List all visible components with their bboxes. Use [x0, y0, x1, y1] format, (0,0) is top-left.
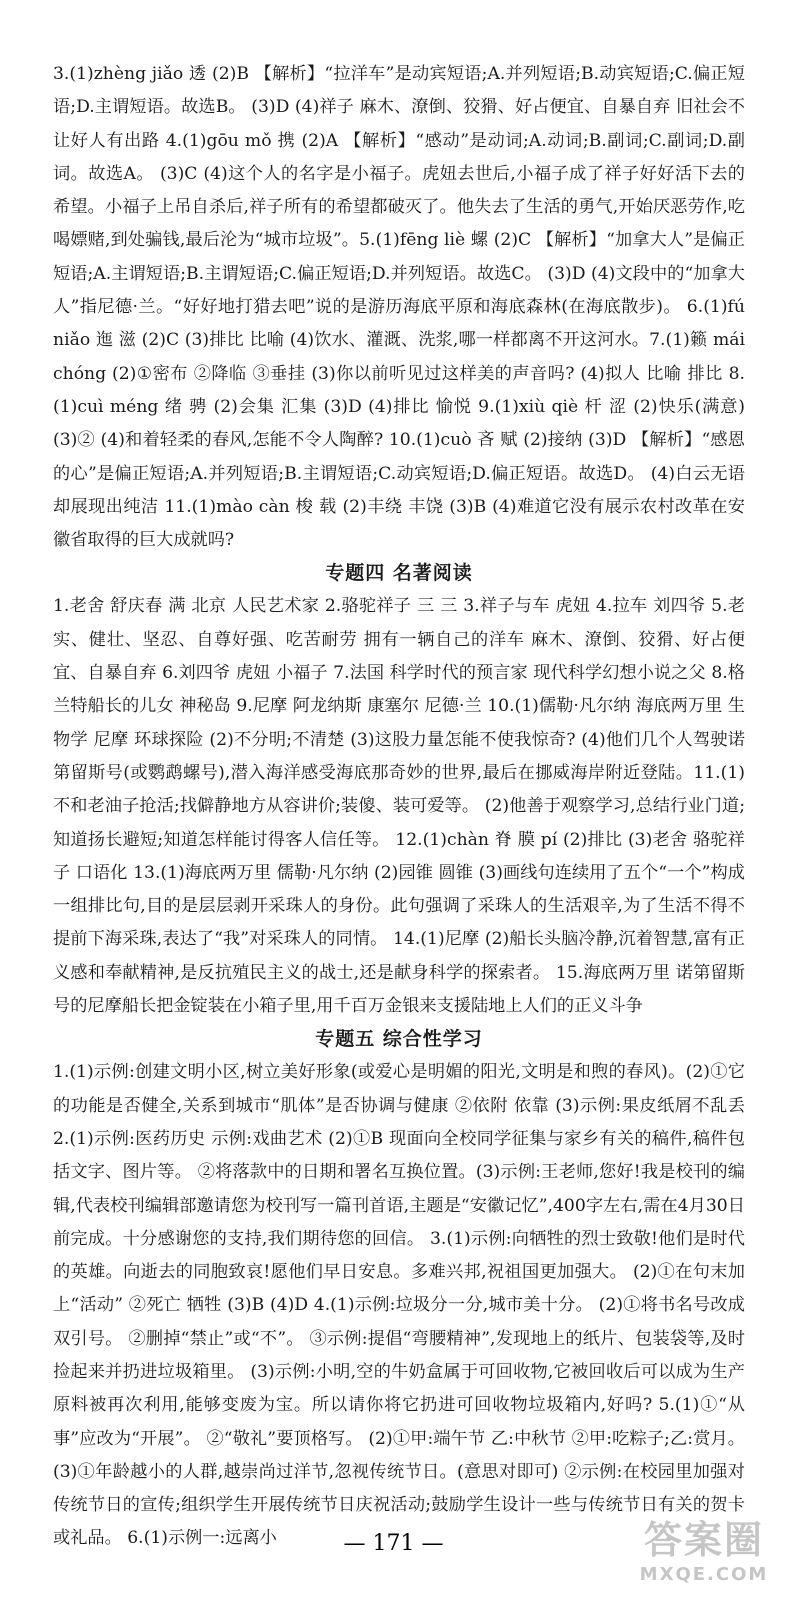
watermark-logo — [639, 1516, 769, 1594]
watermark-url: MXQE.COM — [639, 1564, 769, 1585]
section5-heading: 专题五 综合性学习 — [315, 1028, 483, 1051]
section4-heading: 专题四 名著阅读 — [325, 562, 473, 585]
section4-answers: 1.老舍 舒庆春 满 北京 人民艺术家 2.骆驼祥子 三 三 3.祥子与车 虎妞 4.拉车 刘四爷 5.老实、健壮、坚忍、自尊好强、吃苦耐劳 拥有一辆自己的洋车 麻木、潦倒、狡猾、好占便宜、自暴自弃 6.刘四爷 虎妞 小福子 7.法国 科学时代的预言家 现代科学幻想小说之父 8.格兰特船长的儿女 神秘岛 9.尼摩 阿龙纳斯 康塞尔 尼德·兰 10.(1)儒勒·凡尔纳 海底两万里 生物学 尼摩 环球探险 (2)不分明;不清楚 (3)这股力量怎能不使我惊奇? (4)他们几个人驾驶诺第留斯号(或鹦鹉螺号),潜入海洋感受海底那奇妙的世界,最后在挪威海岸附近登陆。11.(1)不和老油子抢活;找僻静地方从容讲价;装傻、装可爱等。 (2)他善于观察学习,总结行业门道;知道扬长避短;知道怎样能讨得客人信任等。 12.(1)chàn 脊 膜 pí (2)排比 (3)老舍 骆驼祥子 口语化 13.(1)海底两万里 儒勒·凡尔纳 (2)园锥 圆锥 (3)画线句连续用了五个“一个”构成一组排比句,目的是层层剥开采珠人的身份。此句强调了采珠人的生活艰辛,为了生活不得不提前下海采珠,表达了“我”对采珠人的同情。 14.(1)尼摩 (2)船长头脑冷静,沉着智慧,富有正义感和奉献精神,是反抗殖民主义的战士,还是献身科学的探索者。 15.海底两万里 诺第留斯号的尼摩船长把金锭装在小箱子里,用千百万金银来支援陆地上人们的正义斗争 — [53, 596, 745, 1017]
section5-answers: 1.(1)示例:创建文明小区,树立美好形象(或爱心是明媚的阳光,文明是和煦的春风)。(2)①它的功能是否健全,关系到城市“肌体”是否协调与健康 ②依附 依靠 (3)示例:果皮纸屑不乱丢 2.(1)示例:医药历史 示例:戏曲艺术 (2)①B 现面向全校同学征集与家乡有关的稿件,稿件包括文字、图片等。 ②将落款中的日期和署名互换位置。(3)示例:王老师,您好!我是校刊的编辑,代表校刊编辑部邀请您为校刊写一篇刊首语,主题是“安徽记忆”,400字左右,需在4月30日前完成。十分感谢您的支持,我们期待您的回信。 3.(1)示例:向牺牲的烈士致敬!他们是时代的英雄。向逝去的同胞致哀!愿他们早日安息。多难兴邦,祝祖国更加强大。 (2)①在句末加上“活动” ②死亡 牺牲 (3)B (4)D 4.(1)示例:垃圾分一分,城市美十分。 (2)①将书名号改成双引号。 ②删掉“禁止”或“不”。 ③示例:提倡“弯腰精神”,发现地上的纸片、包装袋等,及时捡起来并扔进垃圾箱里。 (3)示例:小明,空的牛奶盒属于可回收物,它被回收后可以成为生产原料被再次利用,能够变废为宝。所以请你将它扔进可回收物垃圾箱内,好吗? 5.(1)①“从事”应改为“开展”。 ②“敬礼”要顶格写。 (2)①甲:端午节 乙:中秋节 ②甲:吃粽子;乙:赏月。 (3)①年龄越小的人群,越崇尚过洋节,忽视传统节日。(意思对即可) ②示例:在校园里加强对传统节日的宣传;组织学生开展传统节日庆祝活动;鼓励学生设计一些与传统节日有关的贺卡或礼品。 6.(1)示例一:远离小 — [53, 1062, 745, 1549]
page-number: — 171 — — [343, 1531, 444, 1556]
watermark-title: 答案圈 — [643, 1518, 764, 1562]
section3-answers: 3.(1)zhèng jiǎo 透 (2)B 【解析】“拉洋车”是动宾短语;A.并列短语;B.动宾短语;C.偏正短语;D.主谓短语。故选B。 (3)D (4)祥子 麻木、潦倒、狡猾、好占便宜、自暴自弃 旧社会不让好人有出路 4.(1)gōu mǒ 携 (2)A 【解析】“感动”是动词;A.动词;B.副词;C.副词;D.副词。故选A。 (3)C (4)这个人的名字是小福子。虎妞去世后,小福子成了祥子好好活下去的希望。小福子上吊自杀后,祥子所有的希望都破灭了。他失去了生活的勇气,开始厌恶劳作,吃喝嫖赌,到处骗钱,最后沦为“城市垃圾”。5.(1)fēng liè 螺 (2)C 【解析】“加拿大人”是偏正短语;A.主谓短语;B.主谓短语;C.偏正短语;D.并列短语。故选C。 (3)D (4)文段中的“加拿大人”指尼德·兰。“好好地打猎去吧”说的是游历海底平原和海底森林(在海底散步)。 6.(1)fú niǎo 迤 滋 (2)C (3)排比 比喻 (4)饮水、灌溉、洗浆,哪一样都离不开这河水。7.(1)籁 mái chóng (2)①密布 ②降临 ③垂挂 (3)你以前听见过这样美的声音吗? (4)拟人 比喻 排比 8.(1)cuì méng 绪 骋 (2)会集 汇集 (3)D (4)排比 愉悦 9.(1)xiù qiè 杆 涩 (2)快乐(满意) (3)② (4)和着轻柔的春风,怎能不令人陶醉? 10.(1)cuò 吝 赋 (2)接纳 (3)D 【解析】“感恩的心”是偏正短语;A.并列短语;B.主谓短语;C.动宾短语;D.偏正短语。故选D。 (4)白云无语却展现出纯洁 11.(1)mào càn 梭 载 (2)丰绕 丰饶 (3)B (4)难道它没有展示农村改革在安徽省取得的巨大成就吗? — [53, 64, 745, 551]
